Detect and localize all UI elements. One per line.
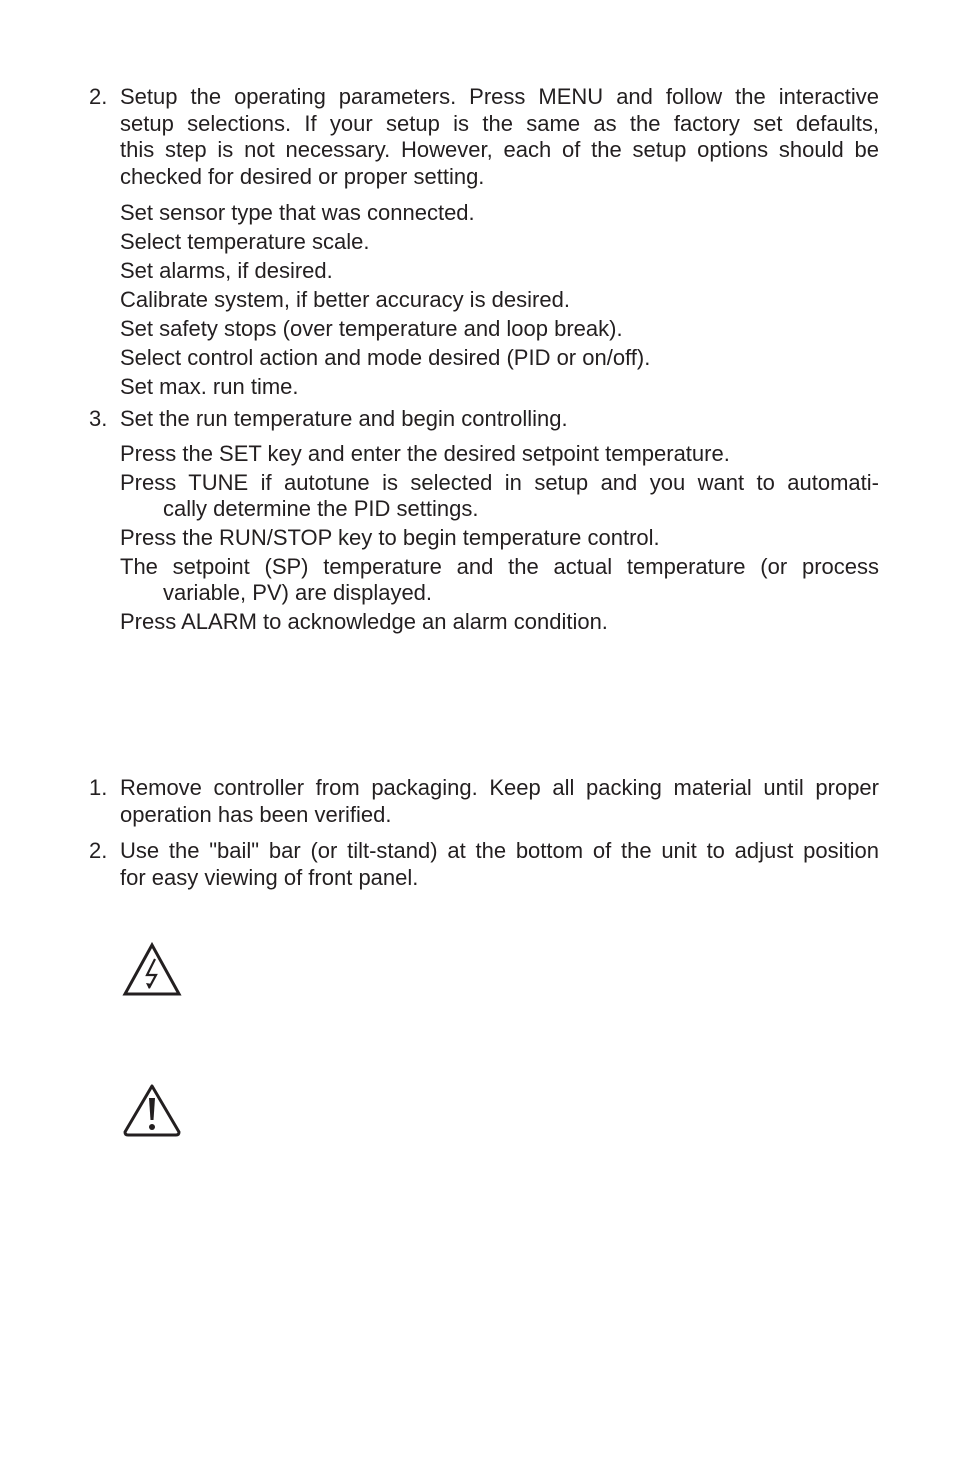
install-step-1 bbox=[89, 775, 879, 828]
list-item-text: Press TUNE if autotune is selected in setup and you want to automati- bbox=[120, 470, 879, 495]
list-item-text: The setpoint (SP) temperature and the actual temperature (or process bbox=[120, 554, 879, 579]
list-item bbox=[120, 441, 879, 467]
paragraph-line: Remove controller from packaging. Keep all packing material until proper bbox=[120, 775, 879, 800]
paragraph-line: Use the "bail" bar (or tilt-stand) at the bottom of the unit to adjust position bbox=[120, 838, 879, 863]
list-item-text: Press the RUN/STOP key to begin temperature control. bbox=[120, 525, 660, 550]
list-item bbox=[120, 525, 879, 551]
list-item-text: Press the SET key and enter the desired setpoint temperature. bbox=[120, 441, 730, 466]
list-item: Set alarms, if desired. bbox=[120, 258, 333, 283]
paragraph-line: setup selections. If your setup is the same as the factory set defaults, bbox=[120, 110, 879, 136]
electrical-hazard-icon bbox=[122, 942, 182, 998]
install-step-2-paragraph bbox=[120, 838, 879, 891]
setup-options-list bbox=[120, 198, 880, 401]
list-item: Select temperature scale. bbox=[120, 229, 370, 254]
paragraph-line: for easy viewing of front panel. bbox=[120, 864, 419, 890]
step-number: 2. bbox=[89, 838, 108, 863]
paragraph-line: checked for desired or proper setting. bbox=[120, 163, 485, 189]
paragraph-line: Setup the operating parameters. Press MENU and follow the interactive bbox=[120, 84, 879, 109]
step-2-paragraph bbox=[120, 84, 879, 190]
list-item bbox=[120, 554, 879, 606]
list-item: Set max. run time. bbox=[120, 374, 299, 399]
install-step-1-paragraph bbox=[120, 775, 879, 828]
list-item-continuation: variable, PV) are displayed. bbox=[163, 580, 433, 605]
paragraph-line: operation has been verified. bbox=[120, 801, 392, 827]
step-number: 2. bbox=[89, 84, 108, 109]
list-item-continuation: cally determine the PID settings. bbox=[163, 496, 479, 521]
run-instructions-list bbox=[120, 441, 879, 635]
caution-warning-icon bbox=[122, 1082, 182, 1138]
list-item: Calibrate system, if better accuracy is desired. bbox=[120, 287, 570, 312]
list-item: Select control action and mode desired (PID or on/off). bbox=[120, 345, 651, 370]
list-item: Set sensor type that was connected. bbox=[120, 200, 475, 225]
list-item-text: Press ALARM to acknowledge an alarm condition. bbox=[120, 609, 608, 634]
list-item: Set safety stops (over temperature and loop break). bbox=[120, 316, 623, 341]
list-item bbox=[120, 609, 879, 635]
install-step-2 bbox=[89, 838, 879, 891]
step-3-text: Set the run temperature and begin controlling. bbox=[120, 406, 568, 431]
list-item bbox=[120, 470, 879, 522]
step-number: 3. bbox=[89, 406, 108, 431]
step-2-setup bbox=[89, 84, 879, 190]
step-3-run bbox=[89, 406, 879, 433]
step-number: 1. bbox=[89, 775, 108, 800]
paragraph-line: this step is not necessary. However, each of the setup options should be bbox=[120, 137, 879, 162]
